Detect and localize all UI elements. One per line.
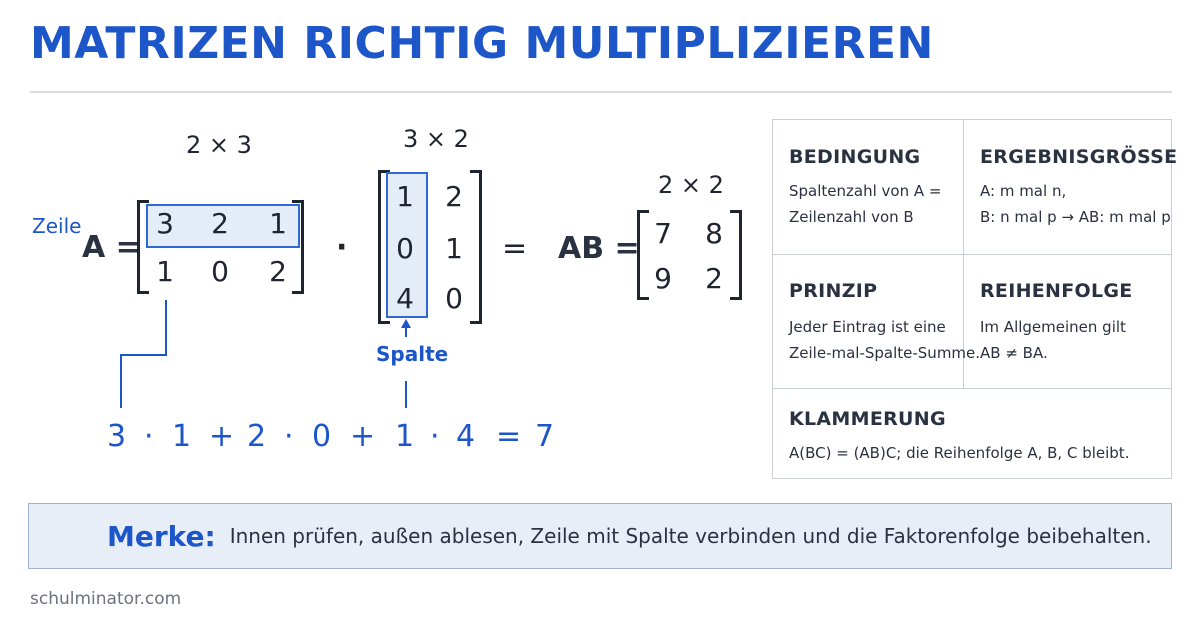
klammerung-heading: KLAMMERUNG [789, 408, 946, 430]
ergebnis-heading: ERGEBNISGRÖSSE [980, 146, 1178, 168]
computation-term: 0 [312, 419, 332, 454]
matrix-a-entry: 0 [211, 255, 229, 288]
bedingung-heading: BEDINGUNG [789, 146, 921, 168]
computation-term: 7 [535, 419, 555, 454]
row-connector [121, 300, 166, 408]
footer-site: schulminator.com [30, 589, 182, 609]
matrix-a-entry: 3 [156, 207, 174, 240]
ergebnis-text-line: A: m mal n, [980, 182, 1067, 200]
reihenfolge-text-line: Im Allgemeinen gilt [980, 318, 1126, 336]
matrix-ab-entry: 8 [705, 217, 723, 250]
matrix-b-entry: 0 [396, 232, 414, 265]
matrix-b-entry: 1 [396, 180, 414, 213]
computation-term: 2 [247, 419, 267, 454]
matrix-b-entry: 4 [396, 282, 414, 315]
column-annotation: Spalte [376, 342, 449, 366]
arrow-up-icon [401, 319, 411, 328]
computation-term: · [284, 419, 294, 454]
matrix-ab-label: AB = [558, 231, 640, 266]
merke-text: Innen prüfen, außen ablesen, Zeile mit Spalte verbinden und die Faktorenfolge beibehalten. [229, 524, 1152, 548]
matrix-b-entry: 0 [445, 282, 463, 315]
bedingung-text-line: Zeilenzahl von B [789, 208, 914, 226]
reihenfolge-heading: REIHENFOLGE [980, 280, 1133, 302]
prinzip-text-line: Jeder Eintrag ist eine [789, 318, 946, 336]
computation-term: · [144, 419, 154, 454]
prinzip-heading: PRINZIP [789, 280, 878, 302]
matrix-ab-entry: 2 [705, 262, 723, 295]
matrix-a-entry: 2 [269, 255, 287, 288]
matrix-b-dimension: 3 × 2 [403, 125, 469, 153]
matrix-ab-dimension: 2 × 2 [658, 171, 724, 199]
multiply-operator: · [336, 230, 348, 265]
bedingung-text-line: Spaltenzahl von A = [789, 182, 942, 200]
computation-term: 1 [172, 419, 192, 454]
matrix-ab-entry: 7 [654, 217, 672, 250]
computation-term: · [430, 419, 440, 454]
computation-term: = [496, 419, 522, 454]
matrix-b-entry: 2 [445, 180, 463, 213]
merke-label: Merke: [107, 519, 216, 553]
table-divider [773, 254, 1171, 255]
klammerung-text-line: A(BC) = (AB)C; die Reihenfolge A, B, C bleibt. [789, 444, 1130, 462]
computation-term: + [350, 419, 376, 454]
matrix-a-entry: 2 [211, 207, 229, 240]
page-title: MATRIZEN RICHTIG MULTIPLIZIEREN [30, 18, 934, 69]
computation-term: 1 [395, 419, 415, 454]
reihenfolge-text-line: AB ≠ BA. [980, 344, 1048, 362]
info-table [772, 119, 1178, 479]
prinzip-text-line: Zeile-mal-Spalte-Summe. [789, 344, 981, 362]
matrix-a-entry: 1 [156, 255, 174, 288]
matrix-ab-entry: 9 [654, 262, 672, 295]
matrix-a-label: A = [82, 230, 141, 265]
computation-term: 3 [107, 419, 127, 454]
equals-sign: = [502, 231, 528, 266]
computation-term: + [209, 419, 235, 454]
matrix-a-dimension: 2 × 3 [186, 131, 252, 159]
table-divider [773, 388, 1171, 389]
computation-term: 4 [456, 419, 476, 454]
matrix-a-entry: 1 [269, 207, 287, 240]
merke-box [28, 503, 1172, 569]
ergebnis-text-line: B: n mal p → AB: m mal p [980, 208, 1171, 226]
row-annotation: Zeile [32, 214, 82, 238]
matrix-b-entry: 1 [445, 232, 463, 265]
